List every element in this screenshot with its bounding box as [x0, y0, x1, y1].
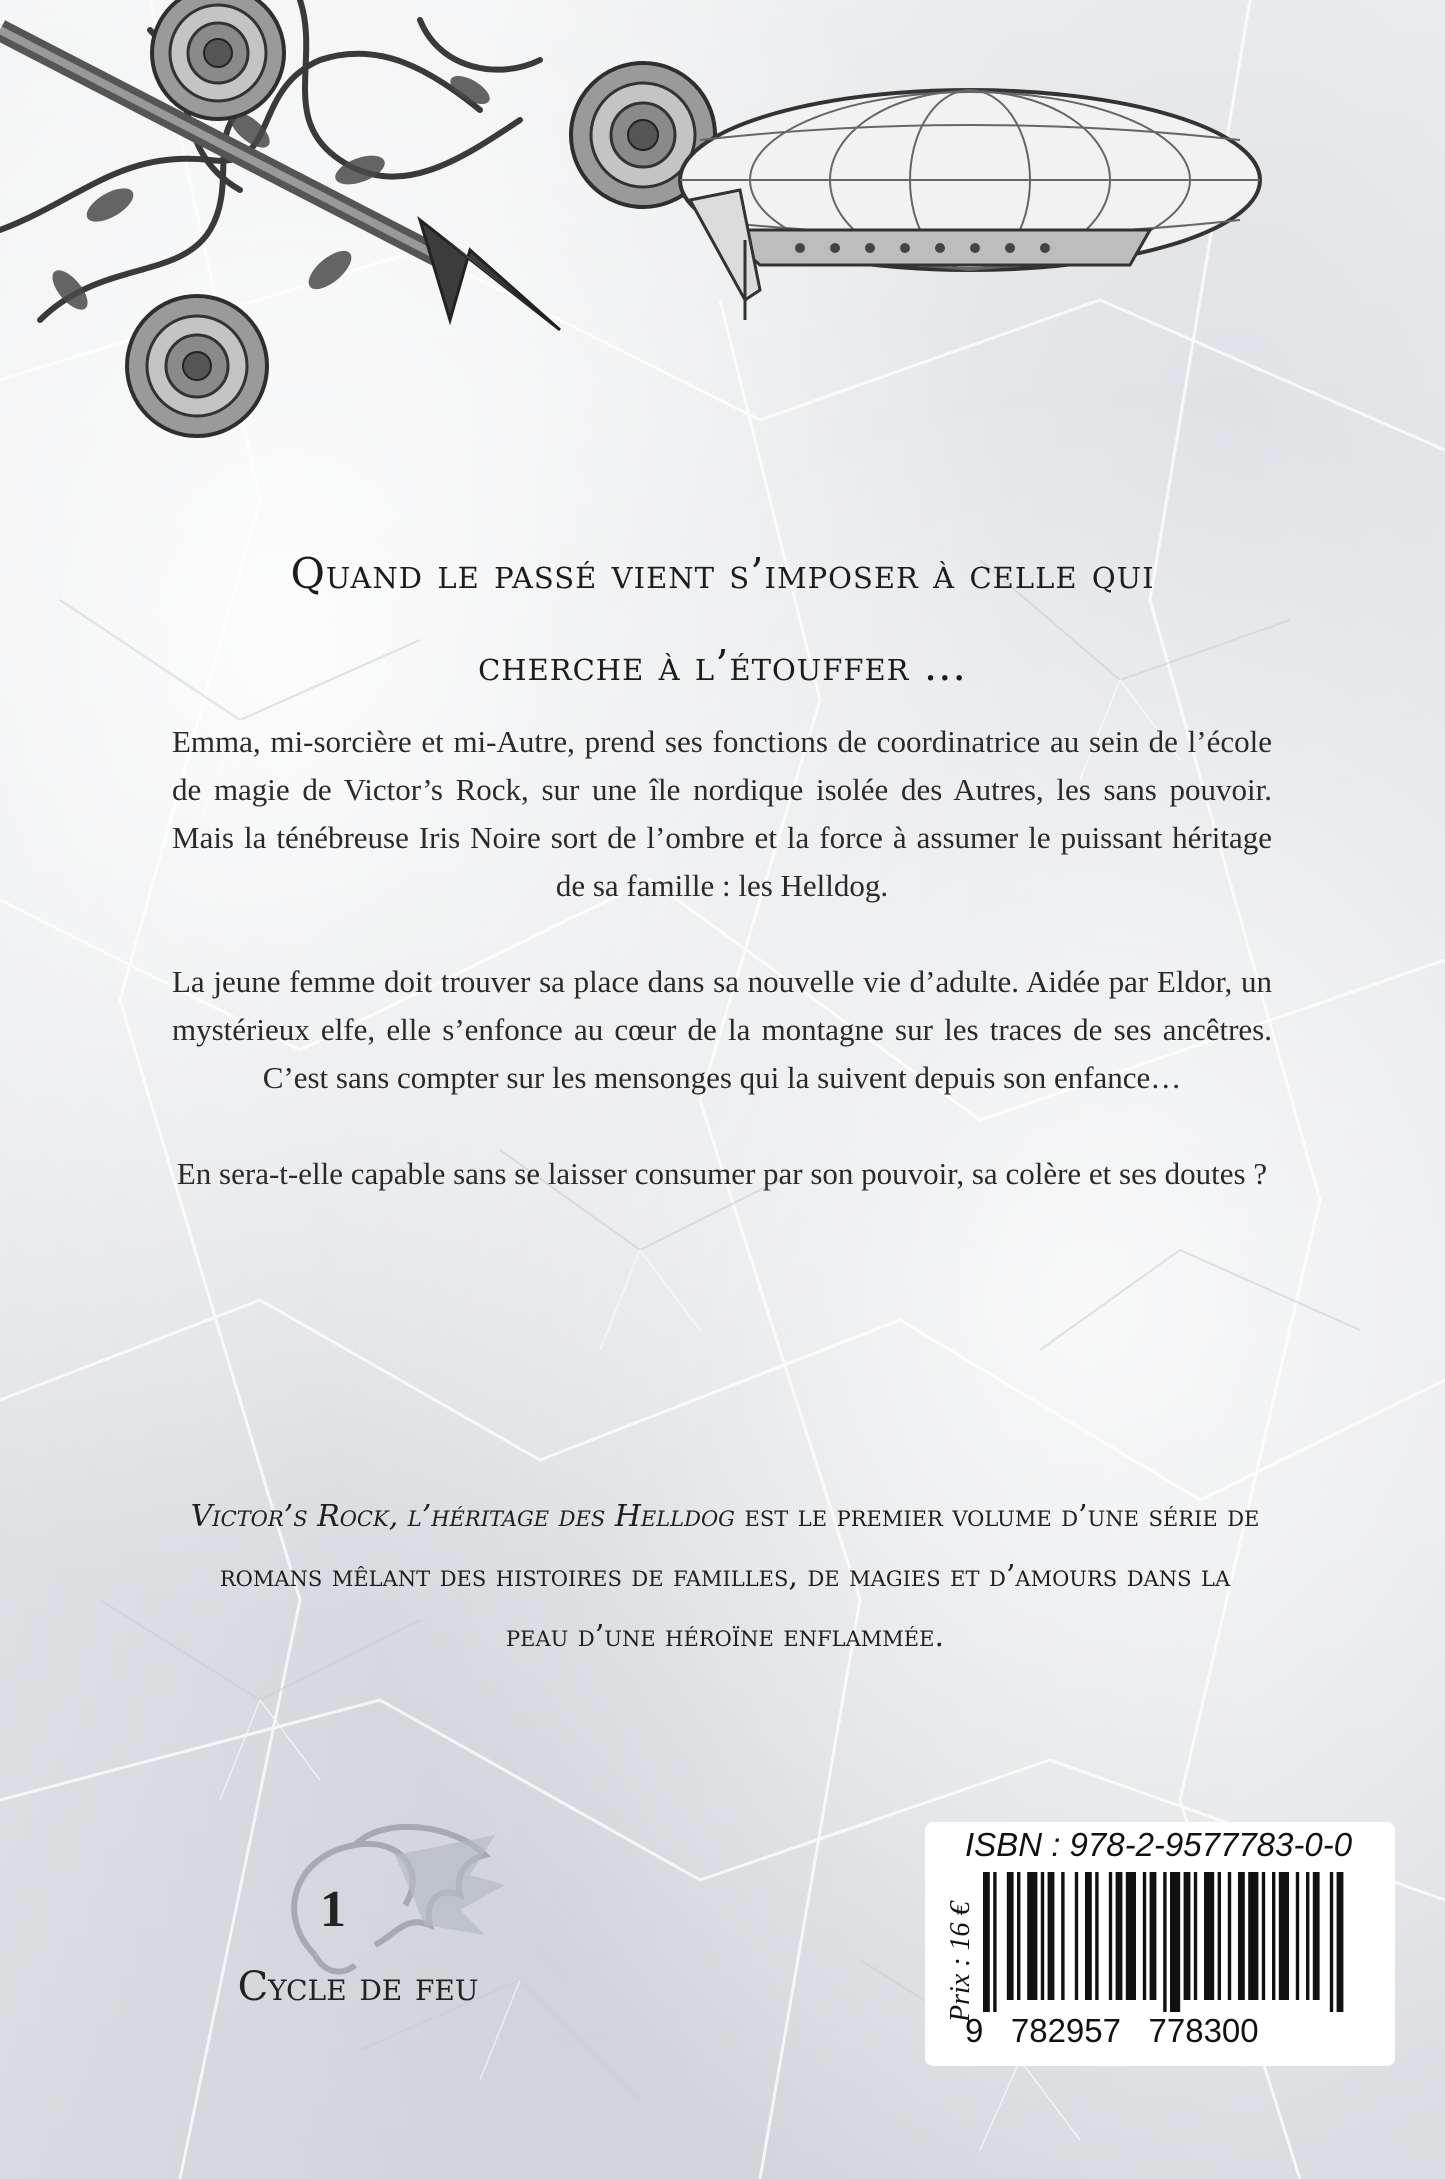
- barcode-digit-first: 9: [965, 2012, 984, 2049]
- barcode-bar: [1048, 1872, 1055, 2000]
- barcode-bar: [1313, 1872, 1320, 2000]
- barcode-bar: [1085, 1872, 1092, 2000]
- volume-note-line-1-rest: est le premier volume d’une série de: [734, 1499, 1260, 1534]
- barcode-bar: [1170, 1872, 1180, 2012]
- barcode-bar: [1109, 1872, 1112, 2000]
- series-label: Cycle de feu: [237, 1964, 479, 2010]
- barcode-bar: [1330, 1872, 1333, 2012]
- barcode-bar: [1279, 1872, 1289, 2000]
- barcode-digits: [965, 2012, 1385, 2050]
- tagline-line-1: Quand le passé vient s’imposer à celle qui: [290, 549, 1155, 598]
- price-label: Prix : 16 €: [945, 1901, 976, 2022]
- book-title: Victor’s Rock, l’héritage des Helldog: [190, 1499, 735, 1534]
- barcode-bar: [1126, 1872, 1136, 2000]
- barcode-bar: [1095, 1872, 1098, 2000]
- top-illustration: [0, 0, 1445, 470]
- volume-note-line-3: peau d’une héroïne enflammée.: [506, 1619, 944, 1654]
- volume-note-line-2: romans mêlant des histoires de familles, de magies et d’amours dans la: [219, 1559, 1231, 1594]
- barcode-bar: [1272, 1872, 1275, 2000]
- barcode-bar: [1163, 1872, 1166, 2012]
- barcode-box: [925, 1822, 1395, 2066]
- barcode-bar: [1218, 1872, 1221, 2000]
- barcode-bar: [1143, 1872, 1146, 2000]
- barcode-bar: [1262, 1872, 1265, 2000]
- barcode-bar: [1027, 1872, 1037, 2000]
- synopsis: [172, 718, 1272, 1246]
- barcode-bar: [1248, 1872, 1258, 2000]
- series-number: 1: [320, 1881, 346, 1938]
- barcode-bar: [1116, 1872, 1123, 2000]
- isbn-label: ISBN : 978-2-9577783-0-0: [965, 1826, 1353, 1863]
- barcode-bar: [1150, 1872, 1157, 2000]
- barcode-digits-right: 778300: [1148, 2012, 1259, 2049]
- barcode-digits-left: 782957: [1010, 2012, 1121, 2049]
- synopsis-paragraph-2: La jeune femme doit trouver sa place dans sa nouvelle vie d’adulte. Aidée par Eldor, un mystérieux elfe, elle s’enfonce au cœur de la montagne sur les traces de ses ancêtres. C’est sans compter sur les mensonges qui la suivent depuis son enfance…: [172, 964, 1272, 1095]
- synopsis-paragraph-3: En sera-t-elle capable sans se laisser consumer par son pouvoir, sa colère et ses doutes ?: [176, 1156, 1268, 1191]
- barcode-bar: [1017, 1872, 1020, 2000]
- barcode-bar: [1041, 1872, 1044, 2000]
- barcode-bar: [1194, 1872, 1197, 2000]
- barcode-icon: [983, 1872, 1373, 2012]
- tagline: [150, 528, 1295, 712]
- barcode-bar: [1184, 1872, 1191, 2000]
- barcode-bar: [1075, 1872, 1078, 2000]
- barcode-bar: [1061, 1872, 1064, 2000]
- barcode-bar: [1204, 1872, 1214, 2000]
- airship-icon: [680, 90, 1260, 320]
- rose-icon: [152, 0, 284, 119]
- synopsis-paragraph-1: Emma, mi-sorcière et mi-Autre, prend ses fonctions de coordinatrice au sein de l’école de magie de Victor’s Rock, sur une île nordique isolée des Autres, les sans pouvoir. Mais la ténébreuse Iris Noire sort de l’ombre et la force à assumer le puissant héritage de sa famille : les Helldog.: [172, 724, 1272, 903]
- barcode-bar: [1228, 1872, 1231, 2000]
- barcode-bar: [1007, 1872, 1014, 2000]
- rose-icon: [127, 296, 267, 436]
- barcode-bar: [1296, 1872, 1299, 2000]
- volume-note: [185, 1487, 1265, 1667]
- tagline-line-2: cherche à l’étouffer ...: [478, 641, 967, 690]
- volume-note-line-1: [185, 1487, 1265, 1547]
- barcode-bar: [1238, 1872, 1245, 2000]
- barcode-bar: [993, 1872, 996, 2012]
- barcode-bar: [983, 1872, 990, 2012]
- barcode-bar: [1306, 1872, 1309, 2000]
- barcode-bar: [1337, 1872, 1344, 2012]
